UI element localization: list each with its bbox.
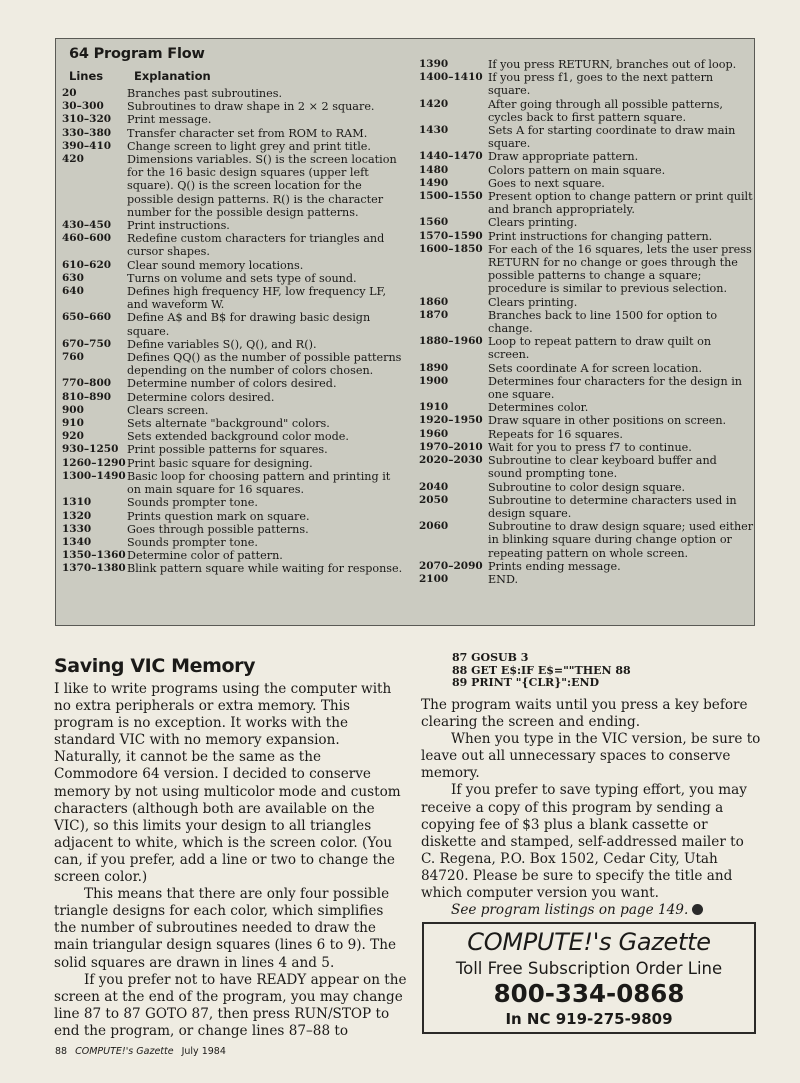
end-of-article-icon	[692, 904, 703, 915]
line-range: 1350–1360	[62, 549, 126, 562]
code-line: 88 GET E$:IF E$=""THEN 88	[452, 663, 631, 677]
code-line: 87 GOSUB 3	[452, 651, 529, 664]
line-explanation: Sounds prompter tone.	[127, 496, 258, 510]
line-range: 2040	[419, 480, 449, 493]
program-flow-row	[62, 113, 406, 126]
page-footer	[55, 1046, 226, 1057]
program-flow-row	[62, 377, 406, 390]
program-flow-row	[419, 296, 754, 309]
line-range: 910	[62, 417, 84, 430]
program-flow-title: 64 Program Flow	[69, 46, 205, 62]
line-explanation: Determines four characters for the design in one square.	[488, 374, 743, 402]
program-flow-row	[419, 243, 754, 296]
line-explanation: Subroutine to determine characters used in design square.	[488, 493, 737, 520]
line-range: 610–620	[62, 258, 112, 271]
subscription-ad	[422, 922, 756, 1034]
program-flow-row	[62, 536, 406, 549]
line-range: 930–1250	[62, 443, 119, 456]
ad-phone-number: 800-334-0868	[493, 979, 685, 1008]
line-range: 1900	[419, 374, 449, 387]
line-range: 810–890	[62, 390, 112, 403]
program-flow-row	[419, 124, 754, 150]
program-flow-row	[419, 494, 754, 520]
line-range: 770–800	[62, 377, 112, 390]
article-left-column	[54, 681, 408, 1040]
line-range: 1880–1960	[419, 335, 483, 348]
line-range: 1490	[419, 176, 449, 189]
line-explanation: For each of the 16 squares, lets the user press RETURN for no change or goes through the possible patterns to change a square; procedure is similar to previous selection.	[488, 242, 752, 296]
program-flow-row	[62, 391, 406, 404]
line-explanation: After going through all possible patterns, cycles back to first pattern square.	[488, 97, 723, 124]
ad-title: COMPUTE!'s Gazette	[467, 928, 711, 956]
line-explanation: Clears screen.	[127, 403, 209, 417]
line-explanation: Repeats for 16 squares.	[488, 427, 623, 441]
line-range: 1310	[62, 496, 92, 509]
see-also-note	[421, 902, 761, 919]
line-explanation: Redefine custom characters for triangles and cursor shapes.	[127, 232, 385, 259]
program-flow-row	[62, 285, 406, 311]
line-explanation: Define variables S(), Q(), and R().	[127, 337, 317, 351]
line-range: 920	[62, 430, 84, 443]
line-range: 1330	[62, 522, 92, 535]
line-explanation: Defines high frequency HF, low frequency LF, and waveform W.	[127, 285, 387, 312]
line-range: 1890	[419, 361, 449, 374]
program-flow-row	[419, 401, 754, 414]
line-range: 640	[62, 285, 84, 298]
line-range: 2060	[419, 520, 449, 533]
line-range: 630	[62, 271, 84, 284]
line-range: 650–660	[62, 311, 112, 324]
line-range: 1920–1950	[419, 414, 483, 427]
program-flow-row	[62, 496, 406, 509]
line-explanation: Branches back to line 1500 for option to change.	[488, 308, 718, 336]
line-explanation: Goes through possible patterns.	[127, 522, 309, 536]
program-flow-row	[419, 71, 754, 97]
line-range: 1560	[419, 216, 449, 229]
line-explanation: END.	[488, 572, 519, 586]
program-flow-left-rows	[62, 87, 406, 576]
line-explanation: Sets A for starting coordinate to draw main square.	[488, 124, 736, 151]
line-range: 1340	[62, 535, 92, 548]
article-heading: Saving VIC Memory	[54, 655, 256, 677]
line-explanation: Subroutines to draw shape in 2 × 2 square.	[127, 100, 375, 114]
program-flow-row	[62, 140, 406, 153]
program-flow-row	[62, 127, 406, 140]
line-explanation: Sets alternate "background" colors.	[127, 417, 330, 431]
code-listing	[452, 652, 631, 690]
program-flow-row	[62, 430, 406, 443]
line-range: 670–750	[62, 337, 112, 350]
line-range: 2100	[419, 572, 449, 585]
line-explanation: Determine color of pattern.	[127, 549, 283, 563]
program-flow-box	[55, 38, 755, 626]
line-explanation: Sets coordinate A for screen location.	[488, 361, 703, 375]
line-range: 1570–1590	[419, 229, 483, 242]
line-range: 1430	[419, 124, 449, 137]
program-flow-row	[419, 309, 754, 335]
line-range: 1910	[419, 401, 449, 414]
line-explanation: Determines color.	[488, 401, 589, 415]
paragraph: If you prefer to save typing effort, you may receive a copy of this program by sending a copying fee of $3 plus a blank cassette or diskette and stamped, self-addressed mailer to C. Regena, P.O. Box 1502, Cedar City, Utah 84720. Please be sure to specify the title and which computer version you want.	[421, 782, 747, 902]
line-range: 1370–1380	[62, 562, 126, 575]
line-explanation: Draw square in other positions on screen.	[488, 414, 727, 428]
ad-subtitle: Toll Free Subscription Order Line	[455, 959, 723, 978]
line-explanation: Determine number of colors desired.	[127, 377, 337, 391]
code-line: 89 PRINT "{CLR}":END	[452, 676, 600, 689]
paragraph: When you type in the VIC version, be sure to leave out all unnecessary spaces to conserve memory.	[421, 731, 761, 782]
line-explanation: Wait for you to press f7 to continue.	[488, 440, 692, 454]
page-number: 88	[55, 1046, 68, 1057]
magazine-name: COMPUTE!'s Gazette	[75, 1046, 174, 1057]
line-range: 20	[62, 87, 77, 99]
line-explanation: Colors pattern on main square.	[488, 163, 666, 177]
program-flow-row	[419, 375, 754, 401]
program-flow-row	[419, 335, 754, 361]
line-range: 2070–2090	[419, 559, 483, 572]
line-range: 310–320	[62, 113, 112, 126]
lines-column-header: Lines	[69, 69, 104, 83]
line-explanation: Blink pattern square while waiting for response.	[127, 562, 403, 576]
line-explanation: Draw appropriate pattern.	[488, 150, 639, 164]
program-flow-row	[62, 219, 406, 232]
line-explanation: Print basic square for designing.	[127, 456, 313, 470]
program-flow-row	[419, 150, 754, 163]
program-flow-row	[419, 190, 754, 216]
program-flow-row	[419, 216, 754, 229]
line-range: 1300–1490	[62, 469, 126, 482]
line-explanation: Print instructions for changing pattern.	[488, 229, 713, 243]
program-flow-row	[419, 164, 754, 177]
program-flow-row	[419, 520, 754, 560]
line-explanation: Sets extended background color mode.	[127, 430, 349, 444]
program-flow-row	[419, 573, 754, 586]
paragraph: I like to write programs using the computer with no extra peripherals or extra memory. This program is no exception. It works with the standard VIC with no memory expansion. Naturally, it cannot be the same as the Commodore 64 version. I decided to conserve memory by not using multicolor mode and custom characters (although both are available on the VIC), so this limits your design to all triangles adjacent to white, which is the screen color. (You can, if you prefer, add a line or two to change the screen color.)	[54, 681, 401, 886]
program-flow-row	[62, 457, 406, 470]
line-range: 1860	[419, 295, 449, 308]
program-flow-row	[419, 481, 754, 494]
ad-nc-phone: In NC 919-275-9809	[505, 1010, 673, 1028]
line-explanation: Branches past subroutines.	[127, 87, 283, 100]
program-flow-row	[419, 230, 754, 243]
line-explanation: Determine colors desired.	[127, 390, 275, 404]
program-flow-row	[62, 153, 406, 219]
program-flow-row	[62, 404, 406, 417]
program-flow-right-rows	[419, 58, 754, 586]
program-flow-row	[62, 470, 406, 496]
line-range: 1600–1850	[419, 242, 483, 255]
see-also-text: See program listings on page 149.	[451, 902, 689, 919]
program-flow-row	[62, 232, 406, 258]
line-explanation: Clears printing.	[488, 216, 578, 230]
program-flow-row	[62, 549, 406, 562]
line-explanation: Basic loop for choosing pattern and printing it on main square for 16 squares.	[127, 469, 391, 497]
program-flow-row	[419, 177, 754, 190]
line-explanation: Subroutine to color design square.	[488, 480, 686, 494]
line-range: 1400–1410	[419, 71, 483, 84]
program-flow-row	[62, 259, 406, 272]
program-flow-row	[62, 510, 406, 523]
line-explanation: Define A$ and B$ for drawing basic design square.	[127, 311, 371, 338]
line-explanation: If you press RETURN, branches out of loop.	[488, 58, 737, 71]
line-explanation: Transfer character set from ROM to RAM.	[127, 126, 368, 140]
line-range: 30–300	[62, 100, 104, 113]
line-explanation: Subroutine to draw design square; used either in blinking square during change option or repeating pattern on whole screen.	[488, 520, 754, 560]
program-flow-row	[62, 272, 406, 285]
line-explanation: Present option to change pattern or print quilt and branch appropriately.	[488, 190, 753, 217]
program-flow-row	[62, 87, 406, 100]
line-explanation: Prints ending message.	[488, 559, 621, 573]
line-range: 1320	[62, 509, 92, 522]
program-flow-row	[62, 311, 406, 337]
line-explanation: If you press f1, goes to the next pattern square.	[488, 71, 714, 98]
line-range: 460–600	[62, 232, 112, 245]
line-range: 1500–1550	[419, 190, 483, 203]
line-range: 1420	[419, 97, 449, 110]
line-range: 1390	[419, 58, 449, 70]
program-flow-row	[62, 100, 406, 113]
program-flow-row	[419, 560, 754, 573]
line-range: 1440–1470	[419, 150, 483, 163]
line-range: 1970–2010	[419, 440, 483, 453]
line-explanation: Sounds prompter tone.	[127, 535, 258, 549]
line-range: 760	[62, 351, 84, 364]
program-flow-row	[62, 443, 406, 456]
line-explanation: Change screen to light grey and print title.	[127, 139, 371, 153]
line-explanation: Clears printing.	[488, 295, 578, 309]
paragraph: The program waits until you press a key before clearing the screen and ending.	[421, 697, 748, 731]
program-flow-row	[62, 338, 406, 351]
line-explanation: Loop to repeat pattern to draw quilt on screen.	[488, 335, 712, 362]
line-explanation: Goes to next square.	[488, 176, 605, 190]
line-range: 1480	[419, 163, 449, 176]
program-flow-row	[419, 58, 754, 71]
line-range: 1870	[419, 308, 449, 321]
line-explanation: Turns on volume and sets type of sound.	[127, 271, 357, 285]
line-range: 2020–2030	[419, 454, 483, 467]
program-flow-row	[419, 454, 754, 480]
line-range: 430–450	[62, 219, 112, 232]
paragraph: This means that there are only four possible triangle designs for each color, which simplifies the number of subroutines needed to draw the main triangular design squares (lines 6 to 9). The solid squares are drawn in lines 4 and 5.	[54, 886, 397, 971]
program-flow-row	[62, 523, 406, 536]
line-explanation: Dimensions variables. S() is the screen location for the 16 basic design squares (upper left square). Q() is the screen location for the possible design patterns. R() is the character number for the possible design patterns.	[127, 153, 397, 219]
program-flow-row	[62, 351, 406, 377]
line-explanation: Defines QQ() as the number of possible patterns depending on the number of colors chosen.	[127, 351, 402, 378]
article-right-column	[421, 697, 761, 919]
line-range: 900	[62, 403, 84, 416]
paragraph: If you prefer not to have READY appear on the screen at the end of the program, you may change line 87 to 87 GOTO 87, then press RUN/STOP to end the program, or change lines 87–88 to	[54, 971, 407, 1039]
line-range: 420	[62, 153, 84, 166]
program-flow-row	[62, 562, 406, 575]
line-range: 390–410	[62, 139, 112, 152]
line-range: 2050	[419, 493, 449, 506]
line-explanation: Print message.	[127, 113, 212, 127]
line-explanation: Prints question mark on square.	[127, 509, 310, 523]
program-flow-row	[62, 417, 406, 430]
line-explanation: Subroutine to clear keyboard buffer and sound prompting tone.	[488, 454, 717, 481]
line-explanation: Clear sound memory locations.	[127, 258, 304, 272]
explanation-column-header: Explanation	[134, 69, 211, 83]
line-range: 1260–1290	[62, 456, 126, 469]
issue-date: July 1984	[181, 1046, 226, 1057]
line-explanation: Print possible patterns for squares.	[127, 443, 328, 457]
line-range: 330–380	[62, 126, 112, 139]
program-flow-row	[419, 441, 754, 454]
line-explanation: Print instructions.	[127, 219, 230, 233]
program-flow-row	[419, 362, 754, 375]
line-range: 1960	[419, 427, 449, 440]
program-flow-row	[419, 428, 754, 441]
program-flow-row	[419, 414, 754, 427]
program-flow-row	[419, 98, 754, 124]
